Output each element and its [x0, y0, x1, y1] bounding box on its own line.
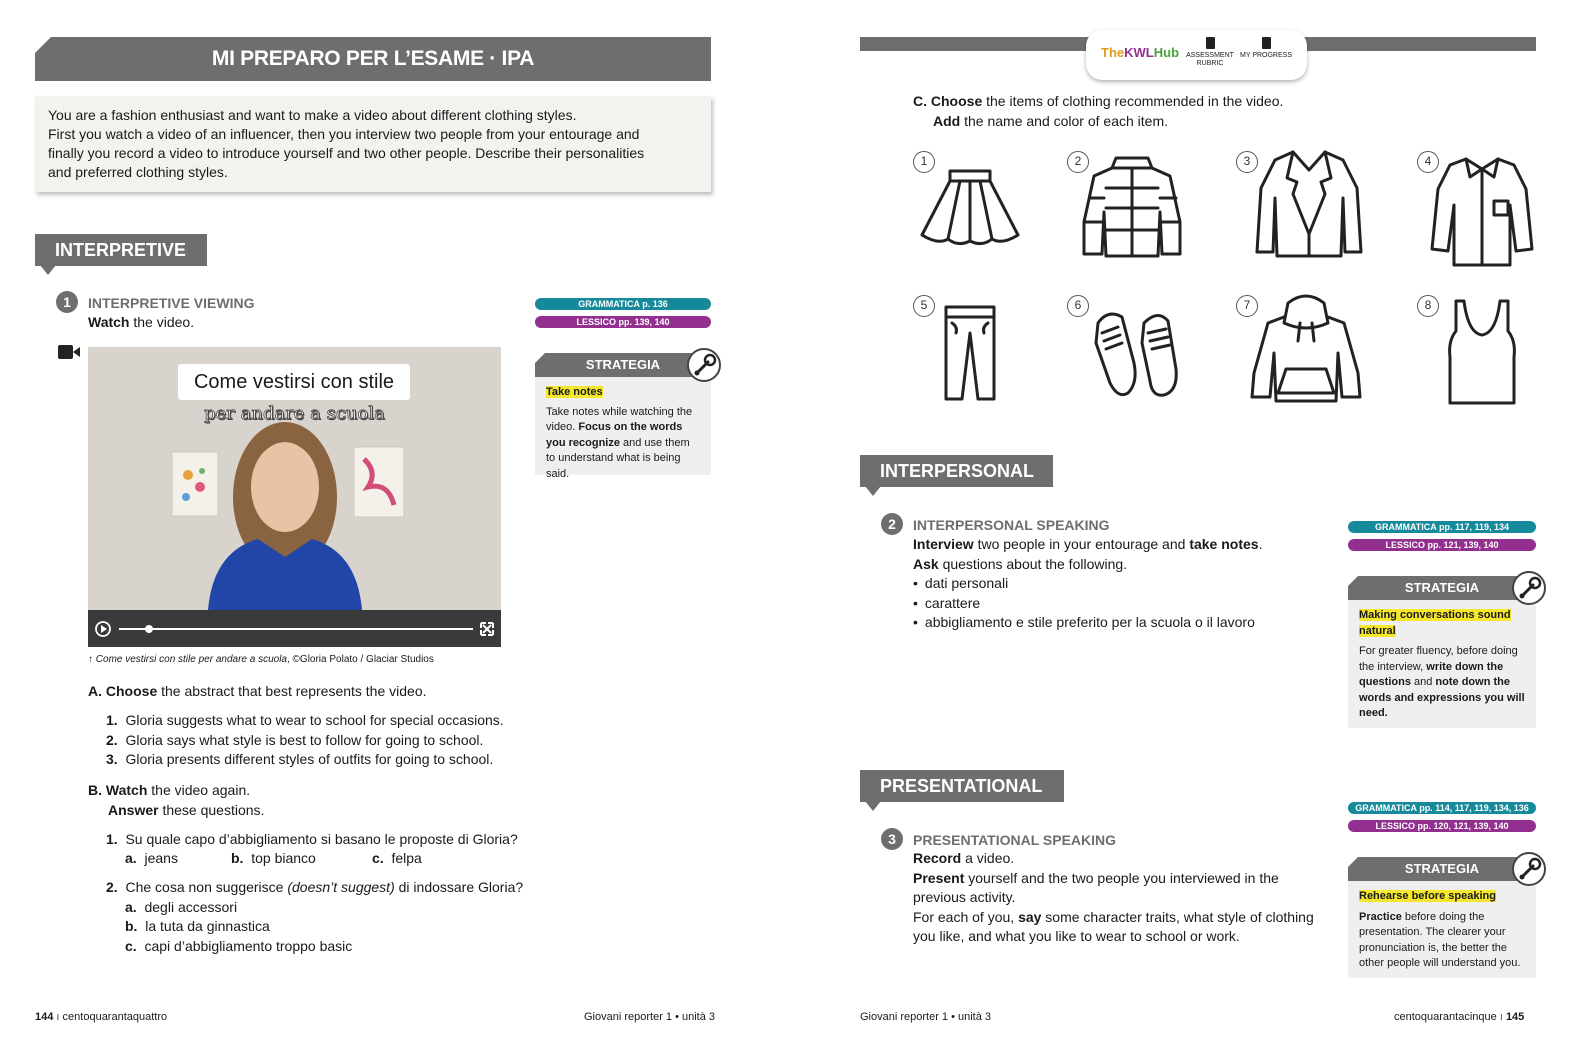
- assessment-rubric-button[interactable]: ASSESSMENT RUBRIC: [1180, 37, 1240, 68]
- footer-unit: Giovani reporter 1 • unità 3: [860, 1011, 992, 1023]
- tab-presentational: PRESENTATIONAL: [860, 770, 1064, 802]
- answer-option[interactable]: c. felpa: [372, 850, 422, 866]
- list-item: • abbigliamento e stile preferito per la scuola o il lavoro: [913, 613, 1262, 633]
- progress-handle[interactable]: [145, 625, 153, 633]
- list-item[interactable]: 3. Gloria presents different styles of outfits for going to school.: [106, 751, 494, 767]
- hoodie-icon[interactable]: [1248, 293, 1364, 410]
- vocab-ref-pill[interactable]: LESSICO pp. 139, 140: [535, 316, 711, 328]
- shirt-icon[interactable]: [1430, 155, 1534, 274]
- activity-instruction: Watch the video.: [88, 314, 195, 330]
- strategy-header: STRATEGIA: [535, 353, 711, 377]
- video-subtitle: per andare a scuola: [204, 403, 385, 424]
- strategy-body: Rehearse before speaking Practice before doing the presentation. The clearer your pronunciation is, the better the other people will understand you.: [1359, 890, 1521, 969]
- clothing-number: 4: [1417, 151, 1439, 173]
- activity-title: PRESENTATIONAL SPEAKING: [913, 832, 1117, 848]
- clothing-number: 6: [1067, 295, 1089, 317]
- question-c: C. Choose the items of clothing recommended in the video. Add the name and color of each item.: [913, 93, 1284, 129]
- activity-instructions: Interview two people in your entourage and take notes. Ask questions about the following. • dati personali • carattere • abbigliamento e stile preferito per la scuola o il lavoro: [913, 535, 1262, 633]
- strategy-body: Take notes Take notes while watching the video. Focus on the words you recognize and use them to understand what is being said.: [546, 386, 693, 480]
- strategy-highlight: Take notes: [546, 386, 603, 398]
- strategy-header: STRATEGIA: [1348, 857, 1536, 881]
- video-camera-icon: [58, 345, 80, 359]
- list-item[interactable]: 1. Gloria suggests what to wear to school for special occasions.: [106, 712, 504, 728]
- question-b: B. Watch the video again. Answer these questions.: [88, 782, 265, 818]
- answer-option[interactable]: b. top bianco: [231, 850, 316, 866]
- activity-title: INTERPRETIVE VIEWING: [88, 295, 255, 311]
- strategy-highlight: Rehearse before speaking: [1359, 890, 1496, 902]
- wrench-icon: [1512, 852, 1546, 886]
- wrench-icon: [687, 348, 721, 382]
- bullet-list: [913, 574, 1262, 633]
- page-title: MI PREPARO PER L’ESAME · IPA: [35, 37, 711, 81]
- question-a-options: [106, 711, 504, 770]
- footer-unit: Giovani reporter 1 • unità 3: [584, 1011, 716, 1023]
- grammar-ref-pill[interactable]: GRAMMATICA pp. 117, 119, 134: [1348, 521, 1536, 533]
- fullscreen-icon[interactable]: [481, 623, 493, 635]
- my-progress-button[interactable]: MY PROGRESS: [1236, 37, 1296, 60]
- answer-option[interactable]: a. degli accessori: [125, 898, 238, 915]
- vocab-ref-pill[interactable]: LESSICO pp. 121, 139, 140: [1348, 539, 1536, 551]
- clothing-number: 2: [1067, 151, 1089, 173]
- list-item[interactable]: 2. Gloria says what style is best to follow for going to school.: [106, 731, 484, 748]
- clothing-number: 3: [1236, 151, 1258, 173]
- vocab-ref-pill[interactable]: LESSICO pp. 120, 121, 139, 140: [1348, 820, 1536, 832]
- puffer-jacket-icon[interactable]: [1080, 152, 1184, 267]
- tab-interpretive: INTERPRETIVE: [35, 234, 207, 266]
- top-bar: [1300, 37, 1536, 51]
- kwl-hub-bar: [1086, 30, 1307, 80]
- skirt-icon[interactable]: [918, 165, 1022, 256]
- intro-line: First you watch a video of an influencer, then you interview two people from your entourage and: [48, 126, 640, 142]
- activity-number: 2: [881, 513, 903, 535]
- document-icon: [1206, 37, 1215, 49]
- answer-option[interactable]: b. la tuta da ginnastica: [125, 918, 270, 934]
- intro-line: finally you record a video to introduce yourself and two other people. Describe their personalities: [48, 145, 645, 161]
- answer-option[interactable]: c. capi d’abbigliamento troppo basic: [125, 937, 353, 954]
- top-bar: [860, 37, 1092, 51]
- video-player[interactable]: [88, 347, 501, 647]
- video-controls: [88, 610, 501, 647]
- list-item: • carattere: [913, 594, 1262, 614]
- arrow-up-icon: ↑: [88, 654, 96, 665]
- question-a: A. Choose the abstract that best represents the video.: [88, 683, 427, 699]
- video-caption: Come vestirsi con stile: [178, 364, 410, 400]
- question-b1: 1. Su quale capo d’abbigliamento si basano le proposte di Gloria?: [106, 831, 518, 847]
- activity-instructions: Record a video. Present yourself and the two people you interviewed in the previous activity. For each of you, say some character traits, what style of clothing you like, and what you like to wear to school or work.: [913, 850, 1314, 944]
- blazer-icon[interactable]: [1253, 148, 1365, 265]
- play-icon[interactable]: [96, 622, 110, 636]
- video-credit: ↑ Come vestirsi con stile per andare a scuola, ©Gloria Polato / Glaciar Studios: [88, 654, 434, 665]
- grammar-ref-pill[interactable]: GRAMMATICA pp. 114, 117, 119, 134, 136: [1348, 802, 1536, 814]
- clothing-number: 1: [913, 151, 935, 173]
- kwl-hub-logo[interactable]: TheKWLHub: [1101, 45, 1180, 60]
- page-footer-left: 144 ı centoquarantaquattro: [35, 1011, 168, 1023]
- clothing-number: 5: [913, 295, 935, 317]
- page-footer-right: centoquarantacinque ı 145: [1394, 1011, 1525, 1023]
- document-icon: [1262, 37, 1271, 49]
- intro-line: You are a fashion enthusiast and want to make a video about different clothing styles.: [48, 107, 577, 123]
- strategy-box: [535, 353, 711, 480]
- tab-interpersonal: INTERPERSONAL: [860, 455, 1053, 487]
- trousers-icon[interactable]: [940, 303, 1000, 408]
- intro-box: [35, 96, 711, 192]
- activity-number: 3: [881, 828, 903, 850]
- wrench-icon: [1512, 571, 1546, 605]
- strategy-header: STRATEGIA: [1348, 576, 1536, 600]
- clothing-number: 7: [1236, 295, 1258, 317]
- answer-option[interactable]: a. jeans: [125, 850, 178, 866]
- tank-top-icon[interactable]: [1446, 297, 1518, 412]
- intro-line: and preferred clothing styles.: [48, 164, 228, 180]
- activity-number: 1: [56, 291, 78, 313]
- grammar-ref-pill[interactable]: GRAMMATICA p. 136: [535, 298, 711, 310]
- question-b2: 2. Che cosa non suggerisce (doesn’t suggest) di indossare Gloria? a. degli accessori b. la tuta da ginnastica c. capi d’abbigliamento troppo basic: [106, 878, 523, 956]
- clothing-number: 8: [1417, 295, 1439, 317]
- list-item: • dati personali: [913, 574, 1262, 594]
- strategy-highlight: Making conversations sound natural: [1359, 609, 1511, 637]
- strategy-box: [1348, 576, 1536, 728]
- strategy-box: [1348, 857, 1536, 978]
- strategy-body: Making conversations sound natural For greater fluency, before doing the interview, write down the questions and note down the words and expressions you will need.: [1359, 609, 1525, 719]
- activity-title: INTERPERSONAL SPEAKING: [913, 517, 1110, 533]
- sneakers-icon[interactable]: [1088, 303, 1184, 408]
